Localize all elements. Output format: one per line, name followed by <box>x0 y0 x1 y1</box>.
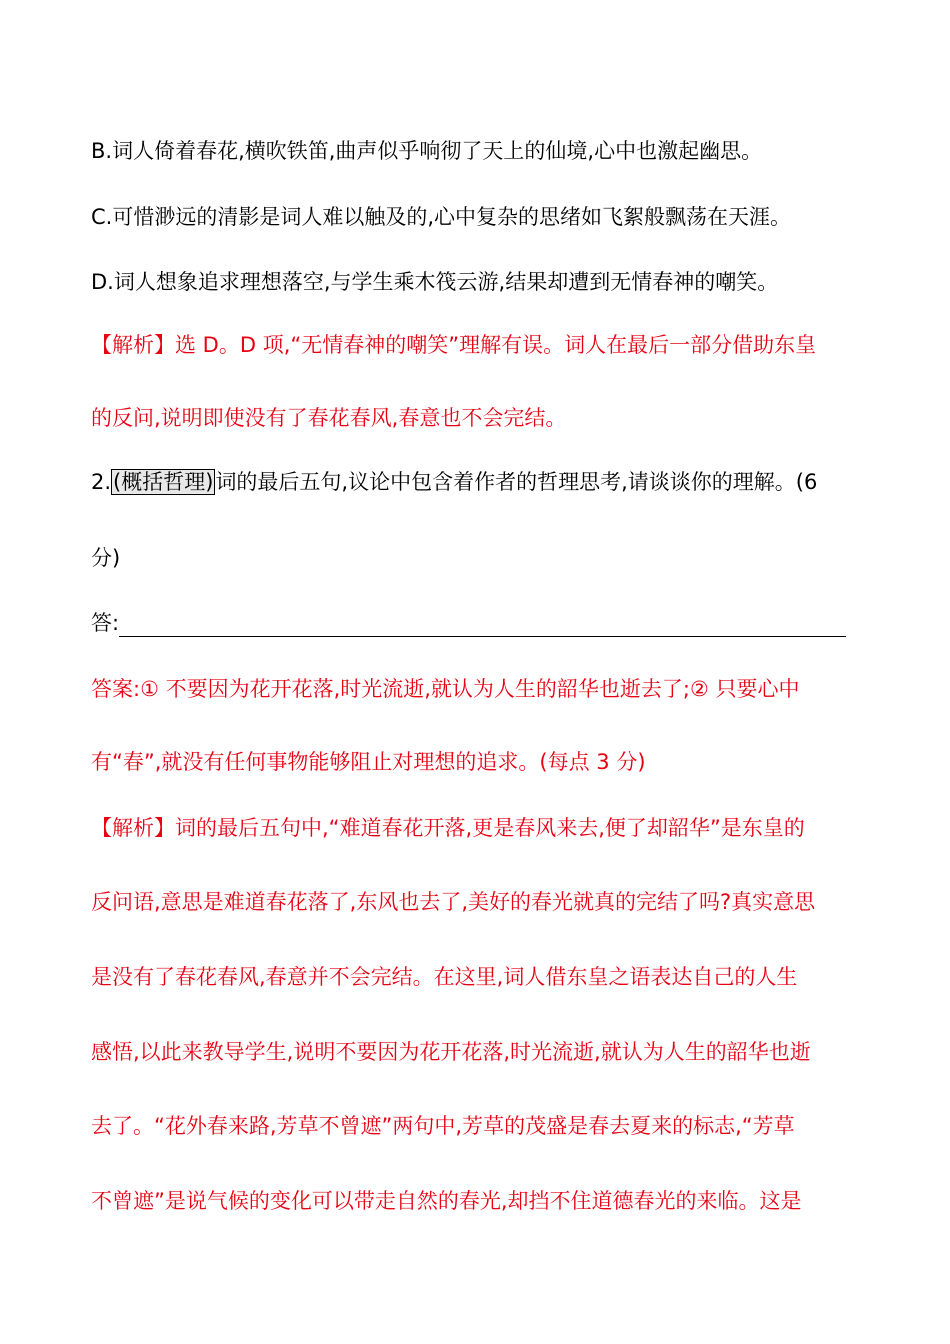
question-2-line-2: 分) <box>91 546 121 570</box>
option-c: C.可惜渺远的清影是词人难以触及的,心中复杂的思绪如飞絮般飘荡在天涯。 <box>91 205 792 229</box>
analysis-line: 反问语,意思是难道春花落了,东风也去了,美好的春光就真的完结了吗?真实意思 <box>91 890 816 914</box>
q1-analysis-line-1: 【解析】选 D。D 项,“无情春神的嘲笑”理解有误。词人在最后一部分借助东皇 <box>91 333 817 357</box>
answer-key-line-2: 有“春”,就没有任何事物能够阻止对理想的追求。(每点 3 分) <box>91 750 646 774</box>
q1-analysis-line-2: 的反问,说明即使没有了春花春风,春意也不会完结。 <box>91 406 567 430</box>
answer-label: 答: <box>91 611 120 635</box>
answer-blank[interactable] <box>119 614 846 637</box>
analysis-line: 【解析】词的最后五句中,“难道春花开落,更是春风来去,便了却韶华”是东皇的 <box>91 816 805 840</box>
answer-key-line-1: 答案:① 不要因为花开花落,时光流逝,就认为人生的韶华也逝去了;② 只要心中 <box>91 677 800 701</box>
question-number: 2. <box>91 470 112 494</box>
analysis-line: 是没有了春花春风,春意并不会完结。在这里,词人借东皇之语表达自己的人生 <box>91 965 798 989</box>
analysis-line: 感悟,以此来教导学生,说明不要因为花开花落,时光流逝,就认为人生的韶华也逝 <box>91 1040 811 1064</box>
option-b: B.词人倚着春花,横吹铁笛,曲声似乎响彻了天上的仙境,心中也激起幽思。 <box>91 139 763 163</box>
option-d: D.词人想象追求理想落空,与学生乘木筏云游,结果却遭到无情春神的嘲笑。 <box>91 270 779 294</box>
answer-area <box>91 609 846 637</box>
question-text: 词的最后五句,议论中包含着作者的哲理思考,请谈谈你的理解。(6 <box>215 470 818 494</box>
question-tag: (概括哲理) <box>113 470 214 494</box>
analysis-line: 去了。“花外春来路,芳草不曾遮”两句中,芳草的茂盛是春去夏来的标志,“芳草 <box>91 1114 795 1138</box>
analysis-line: 不曾遮”是说气候的变化可以带走自然的春光,却挡不住道德春光的来临。这是 <box>91 1189 802 1213</box>
question-2 <box>91 468 817 496</box>
